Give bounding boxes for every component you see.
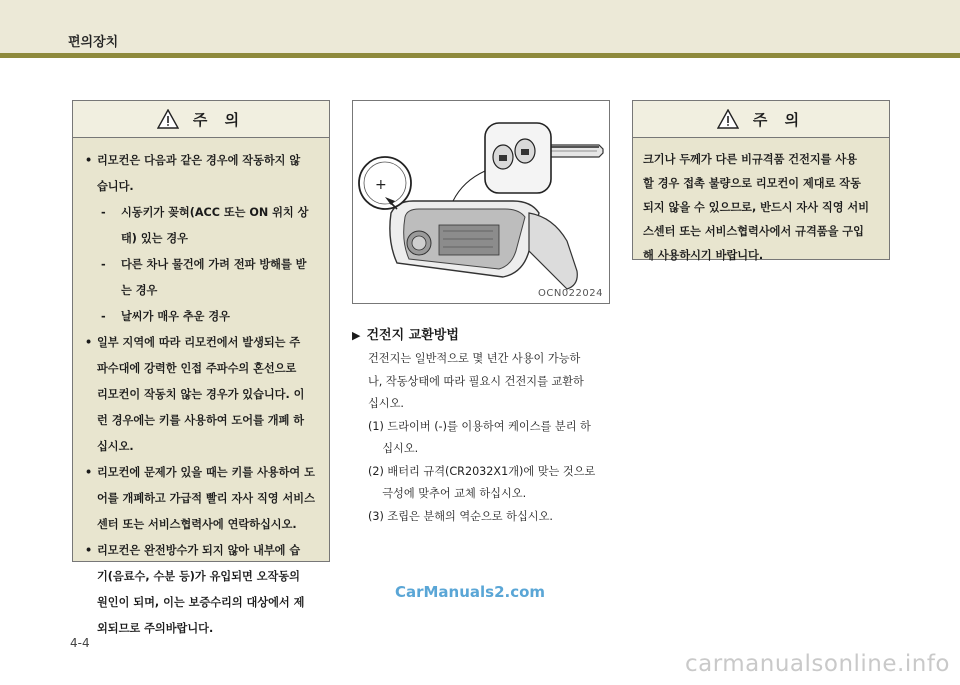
caution-line: 센터 또는 서비스협력사에 연락하십시오. <box>97 518 297 531</box>
caution-line: • 리모컨은 다음과 같은 경우에 작동하지 않 <box>83 148 319 174</box>
section-title <box>352 324 459 343</box>
caution-line: 할 경우 접촉 불량으로 리모컨이 제대로 작동 <box>643 177 861 190</box>
warning-icon <box>157 109 179 129</box>
warning-icon <box>717 109 739 129</box>
caution-line: 스센터 또는 서비스협력사에서 규격품을 구입 <box>643 225 864 238</box>
caution-line: 런 경우에는 키를 사용하여 도어를 개폐 하 <box>97 414 305 427</box>
footer-watermark: carmanualsonline.info <box>684 651 950 677</box>
section-line: 나, 작동상태에 따라 필요시 건전지를 교환하 <box>368 374 584 388</box>
section-line: 건전지는 일반적으로 몇 년간 사용이 가능하 <box>368 352 581 365</box>
caution-line: 기(음료수, 수분 등)가 유입되면 오작동의 <box>97 570 300 583</box>
caution-line: 외되므로 주의바랍니다. <box>97 622 214 635</box>
section-line: (2) 배터리 규격(CR2032X1개)에 맞는 것으로 <box>368 464 596 478</box>
header-rule <box>0 53 960 58</box>
caution-line: 되지 않을 수 있으므로, 반드시 자사 직영 서비 <box>643 201 870 214</box>
battery-plus-mark: + <box>375 177 387 193</box>
caution-line: - 시동키가 꽂혀(ACC 또는 ON 위치 상 <box>83 200 319 226</box>
caution-line: - 다른 차나 물건에 가려 전파 방해를 받 <box>83 252 319 278</box>
caution-line: - 날씨가 매우 추운 경우 <box>83 304 319 330</box>
watermark-link[interactable]: CarManuals2.com <box>394 583 546 601</box>
caution-left-body <box>73 138 329 642</box>
caution-line: • 리모컨은 완전방수가 되지 않아 내부에 습 <box>83 538 319 564</box>
caution-right-body <box>633 138 889 268</box>
caution-line: 파수대에 강력한 인접 주파수의 혼선으로 <box>97 362 297 375</box>
dash-marker: - <box>101 258 106 271</box>
caution-line: 는 경우 <box>121 284 158 297</box>
caution-line: 원인이 되며, 이는 보증수리의 대상에서 제 <box>97 596 305 609</box>
section-line: 극성에 맞추어 교체 하십시오. <box>368 487 527 500</box>
section-body <box>368 348 610 528</box>
header-bar <box>0 0 960 54</box>
caution-line: • 리모컨에 문제가 있을 때는 키를 사용하여 도 <box>83 460 319 486</box>
caution-line: 해 사용하시기 바랍니다. <box>643 249 764 262</box>
caution-heading-text: 주 의 <box>752 110 806 129</box>
chapter-title: 편의장치 <box>68 35 119 50</box>
triangle-right-icon: ▶ <box>352 329 361 342</box>
caution-box-left <box>72 100 330 635</box>
caution-box-right <box>632 100 890 260</box>
caution-line: 태) 있는 경우 <box>121 232 188 245</box>
section-line: 십시오. <box>368 397 404 410</box>
caution-heading <box>633 101 889 138</box>
caution-line: 습니다. <box>97 180 134 193</box>
section-title-text: 건전지 교환방법 <box>366 328 459 343</box>
caution-heading-text: 주 의 <box>192 110 246 129</box>
caution-line: • 일부 지역에 따라 리모컨에서 발생되는 주 <box>83 330 319 356</box>
figure-code: OCN022024 <box>537 288 603 299</box>
key-illustration <box>353 101 609 303</box>
dash-marker: - <box>101 206 106 219</box>
page-number: 4-4 <box>70 636 90 650</box>
caution-line: 리모컨이 작동치 않는 경우가 있습니다. 이 <box>97 388 305 401</box>
dash-marker: - <box>101 310 106 323</box>
section-line: 십시오. <box>368 442 419 455</box>
key-battery-figure <box>352 100 610 304</box>
caution-line: 크기나 두께가 다른 비규격품 건전지를 사용 <box>643 153 858 166</box>
caution-line: 어를 개폐하고 가급적 빨리 자사 직영 서비스 <box>97 492 315 505</box>
section-line: (1) 드라이버 (-)를 이용하여 케이스를 분리 하 <box>368 419 591 433</box>
section-line: (3) 조립은 분해의 역순으로 하십시오. <box>368 509 553 523</box>
caution-line: 십시오. <box>97 440 134 453</box>
caution-heading <box>73 101 329 138</box>
